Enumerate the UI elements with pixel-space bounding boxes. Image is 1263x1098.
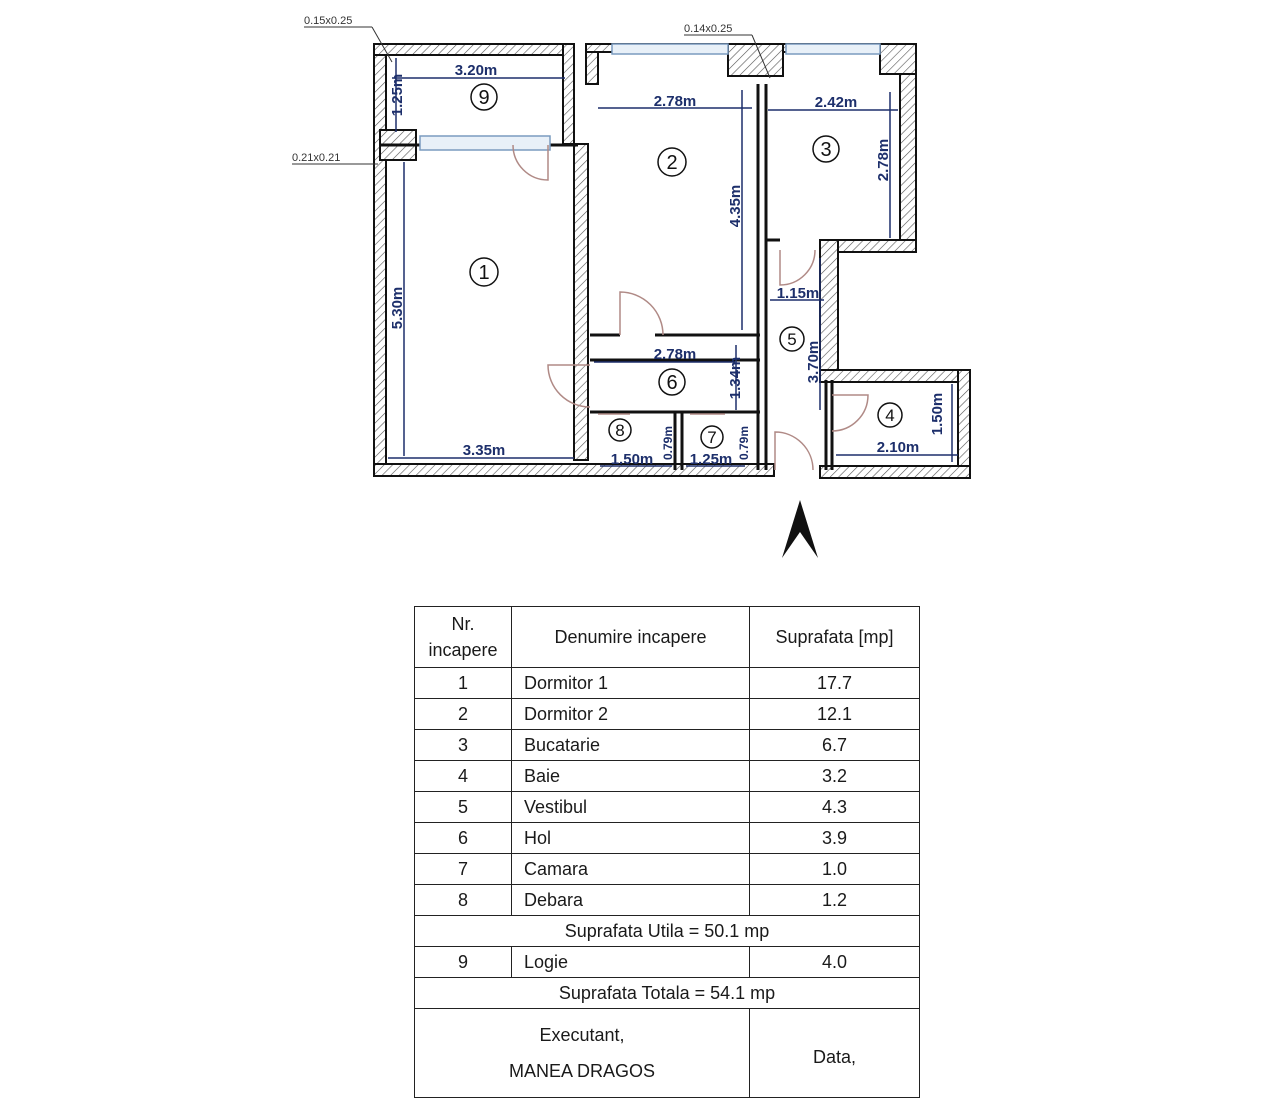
- dim-room8-height: 0.79m: [661, 425, 675, 461]
- dim-room8-width: 1.50m: [610, 451, 654, 468]
- total-area-row: [415, 978, 920, 1009]
- dim-room5-width: 1.15m: [776, 285, 820, 302]
- dim-room5-height: 3.70m: [805, 340, 822, 384]
- row-name: Baie: [512, 761, 750, 792]
- footer-row: [415, 1009, 920, 1098]
- total-area: Suprafata Totala = 54.1 mp: [415, 978, 920, 1009]
- row-nr: 4: [415, 761, 512, 792]
- loggia-nr: 9: [415, 947, 512, 978]
- row-nr: 7: [415, 854, 512, 885]
- dim-room7-width: 1.25m: [689, 451, 733, 468]
- row-area: 4.3: [750, 792, 920, 823]
- row-nr: 1: [415, 668, 512, 699]
- executant-label: Executant,: [539, 1025, 625, 1045]
- row-name: Camara: [512, 854, 750, 885]
- entrance-arrow: [782, 500, 818, 558]
- room-9-number: 9: [478, 87, 490, 109]
- room-6-number: 6: [666, 372, 678, 394]
- row-name: Hol: [512, 823, 750, 854]
- dim-room1-width: 3.35m: [462, 442, 506, 459]
- doors: [513, 145, 868, 470]
- dim-room4-width: 2.10m: [876, 439, 920, 456]
- executant-cell: [415, 1009, 750, 1098]
- area-table: [414, 606, 920, 1098]
- dim-room6-height: 1.34m: [727, 356, 744, 400]
- table-row: [415, 761, 920, 792]
- dim-room7-height: 0.79m: [737, 425, 751, 461]
- row-area: 1.0: [750, 854, 920, 885]
- table-row: [415, 668, 920, 699]
- room-1-number: 1: [478, 262, 490, 284]
- row-name: Vestibul: [512, 792, 750, 823]
- row-name: Bucatarie: [512, 730, 750, 761]
- row-area: 12.1: [750, 699, 920, 730]
- row-nr: 2: [415, 699, 512, 730]
- loggia-row: [415, 947, 920, 978]
- header-nr: Nr. incapere: [415, 607, 512, 668]
- table-row: [415, 885, 920, 916]
- row-nr: 5: [415, 792, 512, 823]
- dim-room6-width: 2.78m: [653, 346, 697, 363]
- header-area: Suprafata [mp]: [750, 607, 920, 668]
- dim-room9-width: 3.20m: [454, 62, 498, 79]
- table-row: [415, 730, 920, 761]
- dim-room1-height: 5.30m: [389, 286, 406, 330]
- table-row: [415, 699, 920, 730]
- column-label-top-left: 0.15x0.25: [304, 15, 353, 27]
- row-area: 3.9: [750, 823, 920, 854]
- row-area: 6.7: [750, 730, 920, 761]
- row-area: 1.2: [750, 885, 920, 916]
- room-8-number: 8: [615, 421, 625, 440]
- loggia-area: 4.0: [750, 947, 920, 978]
- room-7-number: 7: [707, 428, 717, 447]
- row-nr: 6: [415, 823, 512, 854]
- dim-room9-height: 1.25m: [389, 73, 406, 117]
- table-row: [415, 854, 920, 885]
- table-header-row: [415, 607, 920, 668]
- dim-room3-width: 2.42m: [814, 94, 858, 111]
- dim-room3-height: 2.78m: [875, 138, 892, 182]
- useful-area-row: [415, 916, 920, 947]
- row-name: Dormitor 2: [512, 699, 750, 730]
- row-area: 3.2: [750, 761, 920, 792]
- column-label-top-mid: 0.14x0.25: [684, 23, 733, 35]
- room-4-number: 4: [885, 406, 895, 425]
- row-nr: 3: [415, 730, 512, 761]
- row-area: 17.7: [750, 668, 920, 699]
- table-row: [415, 792, 920, 823]
- useful-area-total: Suprafata Utila = 50.1 mp: [415, 916, 920, 947]
- dim-room2-height: 4.35m: [727, 184, 744, 228]
- header-name: Denumire incapere: [512, 607, 750, 668]
- executant-name: MANEA DRAGOS: [508, 1061, 656, 1081]
- room-2-number: 2: [666, 152, 678, 174]
- table-row: [415, 823, 920, 854]
- column-label-left: 0.21x0.21: [292, 152, 341, 164]
- date-label: Data,: [750, 1009, 920, 1098]
- loggia-name: Logie: [512, 947, 750, 978]
- row-name: Debara: [512, 885, 750, 916]
- dim-room2-width: 2.78m: [653, 93, 697, 110]
- row-nr: 8: [415, 885, 512, 916]
- room-5-number: 5: [787, 330, 797, 349]
- row-name: Dormitor 1: [512, 668, 750, 699]
- room-3-number: 3: [820, 139, 832, 161]
- dim-room4-height: 1.50m: [929, 392, 946, 436]
